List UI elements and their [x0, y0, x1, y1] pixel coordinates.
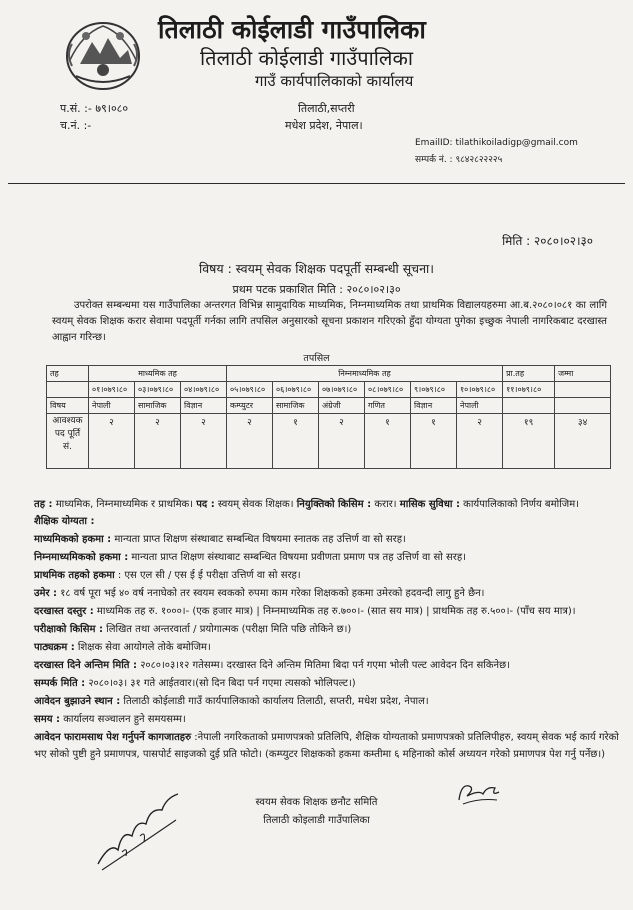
- publish-date: प्रथम पटक प्रकाशित मिति : २०८०।०२।३०: [232, 283, 401, 296]
- table-cell: ०३।०७९।८०: [135, 382, 181, 398]
- table-cell: सामाजिक: [273, 398, 319, 414]
- table-cell: १: [411, 414, 457, 469]
- lower-secondary-qualification: निम्नमाध्यमिकको हकमा : मान्यता प्राप्त शिक्षण संस्थाबाट सम्बन्धित विषयमा प्रवीणता प्रमाण पत्र तह उत्तिर्ण वा सो सरह।: [34, 552, 466, 563]
- table-cell: [47, 382, 89, 398]
- vacancy-table: [46, 365, 611, 469]
- committee-name: स्वयम सेवक शिक्षक छनौट समिति: [255, 797, 378, 808]
- table-cell: निम्नमाध्यमिक तह: [227, 366, 503, 382]
- table-cell: ९।०७९।८०: [411, 382, 457, 398]
- table-cell: १९: [503, 414, 555, 469]
- address-line-1: तिलाठी,सप्तरी: [298, 102, 355, 115]
- table-cell: २: [457, 414, 503, 469]
- table-cell: गणित: [365, 398, 411, 414]
- nepal-emblem-icon: [62, 14, 144, 92]
- office-time: समय : कार्यालय सञ्चालन हुने समयसम्म।: [34, 714, 186, 725]
- signature-block: [0, 794, 633, 830]
- notice-date: मिति : २०८०।०२।३०: [502, 234, 593, 248]
- table-cell: २: [319, 414, 365, 469]
- intro-paragraph: उपरोक्त सम्बन्धमा यस गाउँपालिका अन्तरगत विभिन्न सामुदायिक माध्यमिक, निम्नमाध्यमिक तथा प्राथमिक विद्यालयहरुमा आ.ब.२०८०।०८१ का लागि स्वयम् सेवक शिक्षक करार सेवामा पदपूर्ती गर्नका लागि तपसिल अनुसारको सूचना प्रकाशन गरिएको हुँदा योग्यता पुगेका इच्छुक नेपाली नागरिकबाट दरखास्त आह्वान गरिन्छ।: [52, 300, 607, 343]
- notice-subject: विषय : स्वयम् सेवक शिक्षक पदपूर्ती सम्बन्धी सूचना।: [198, 261, 435, 276]
- table-cell: विज्ञान: [411, 398, 457, 414]
- table-cell: ०५।०७९।८०: [227, 382, 273, 398]
- table-cell: ०६।०७९।८०: [273, 382, 319, 398]
- table-row: [47, 414, 611, 469]
- table-cell: ३४: [555, 414, 611, 469]
- exam-type: परीक्षाको किसिम : लिखित तथा अन्तरवार्ता / प्रयोगात्मक (परीक्षा मिति पछि तोकिने छ।): [34, 624, 352, 635]
- address-line-2: मधेश प्रदेश, नेपाल।: [285, 119, 363, 132]
- table-cell: सामाजिक: [135, 398, 181, 414]
- table-cell: नेपाली: [457, 398, 503, 414]
- primary-qualification: प्राथमिक तहको हकमा : एस एल सी / एस ई ई परीक्षा उत्तिर्ण वा सो सरह।: [34, 570, 301, 581]
- table-row: [47, 398, 611, 414]
- terms-line: तह : माध्यमिक, निम्नमाध्यमिक र प्राथमिक। पद : स्वयम् सेवक शिक्षक। नियुक्तिको किसिम : करार। मासिक सुविधा : कार्यपालिकाको निर्णय बमोजिम।: [34, 499, 579, 510]
- table-cell: कम्प्युटर: [227, 398, 273, 414]
- table-cell: आवश्यक पद पूर्ति सं.: [47, 414, 89, 469]
- table-cell: नेपाली: [89, 398, 135, 414]
- table-cell: तह: [47, 366, 89, 382]
- table-cell: ०१।०७९।८०: [89, 382, 135, 398]
- table-cell: माध्यमिक तह: [89, 366, 227, 382]
- table-caption: तपसिल: [303, 353, 330, 364]
- table-row: [47, 366, 611, 382]
- reference-number: प.सं. :- ७९।०८०: [60, 102, 129, 115]
- table-cell: [555, 398, 611, 414]
- contact-date: सम्पर्क मिति : २०८०।०३। ३१ गते आईतवार।(सो दिन बिदा पर्न गएमा त्यसको भोलिपल्ट।): [34, 678, 356, 689]
- table-cell: अंग्रेजी: [319, 398, 365, 414]
- email-text: EmailID: tilathikoiladigp@gmail.com: [415, 138, 578, 148]
- table-cell: [503, 398, 555, 414]
- table-cell: १०।०७९।८०: [457, 382, 503, 398]
- table-row: [47, 382, 611, 398]
- age-requirement: उमेर : १८ वर्ष पूरा भई ४० वर्ष ननाघेको तर स्वयम स्वकको रुपमा काम गरेका शिक्षकको हकमा उमेरको हदवन्दी लागु हुने छैन।: [34, 588, 485, 599]
- municipality-title: तिलाठी कोईलाडी गाउँपालिका: [158, 15, 426, 44]
- table-cell: २: [89, 414, 135, 469]
- deadline: दरखास्त दिने अन्तिम मिति : २०८०।०३।१२ गतेसम्म। दरखास्त दिने अन्तिम मितिमा बिदा पर्न गएमा भोली पल्ट आवेदन दिन सकिनेछ।: [34, 660, 510, 671]
- table-cell: ११।०७९।८०: [503, 382, 555, 398]
- submission-place: आवेदन बुझाउने स्थान : तिलाठी कोईलाडी गाउँ कार्यपालिकाको कार्यालय तिलाठी, सप्तरी, मधेश प्रदेश, नेपाल।: [34, 696, 429, 707]
- table-cell: ०४।०७९।८०: [181, 382, 227, 398]
- phone-text: सम्पर्क नं. : ९८४२८२२२२५: [415, 155, 503, 165]
- secondary-qualification: माध्यमिकको हकमा : मान्यता प्राप्त शिक्षण संस्थाबाट सम्बन्धित विषयमा स्नातक तह उत्तिर्ण वा सो सरह।: [34, 534, 406, 545]
- table-cell: विषय: [47, 398, 89, 414]
- table-cell: २: [181, 414, 227, 469]
- table-cell: प्रा.तह: [503, 366, 555, 382]
- required-documents: आवेदन फारामसाथ पेश गर्नुपर्ने कागजातहरु :नेपाली नगरिकताको प्रमाणपत्रको प्रतिलिपि, शैक्षिक योग्यताको प्रमाणपत्रको प्रतिलिपीहरु, स्वयम् सेवक भई कार्य गरेको भए सोको पुष्टी हुने प्रमाणपत्र, पासपोर्ट साइजको दुई प्रति फोटो। (कम्प्युटर शिक्षकको हकमा कम्तीमा ६ महिनाको कोर्स अध्ययन गरेको प्रमाणपत्र पेश गर्नु पर्नेछ।): [34, 732, 619, 760]
- qualification-heading: शैक्षिक योग्यता :: [34, 516, 95, 527]
- dispatch-number: च.नं. :-: [60, 119, 92, 132]
- table-cell: जम्मा: [555, 366, 611, 382]
- application-fee: दरखास्त दस्तुर : माध्यमिक तह रु. १०००।- (एक हजार मात्र) | निम्नमाध्यमिक तह रु.७००।- (सात सय मात्र) | प्राथमिक तह रु.५००।- (पाँच सय मात्र)।: [34, 606, 576, 617]
- table-cell: ०७।०७९।८०: [319, 382, 365, 398]
- table-cell: २: [135, 414, 181, 469]
- table-cell: ०८।०७९।८०: [365, 382, 411, 398]
- table-cell: १: [365, 414, 411, 469]
- syllabus: पाठ्यक्रम : शिक्षक सेवा आयोगले तोके बमोजिम।: [34, 642, 211, 653]
- municipality-title-regional: तिलाठी कोईलाडी गाउँपालिका: [200, 46, 414, 70]
- table-cell: १: [273, 414, 319, 469]
- table-cell: [555, 382, 611, 398]
- header-divider: [8, 183, 625, 184]
- notice-details: [34, 496, 620, 763]
- table-cell: विज्ञान: [181, 398, 227, 414]
- table-cell: २: [227, 414, 273, 469]
- office-name: तिलाठी कोइलाडी गाउँपालिका: [263, 815, 370, 826]
- office-title: गाउँ कार्यपालिकाको कार्यालय: [255, 72, 414, 90]
